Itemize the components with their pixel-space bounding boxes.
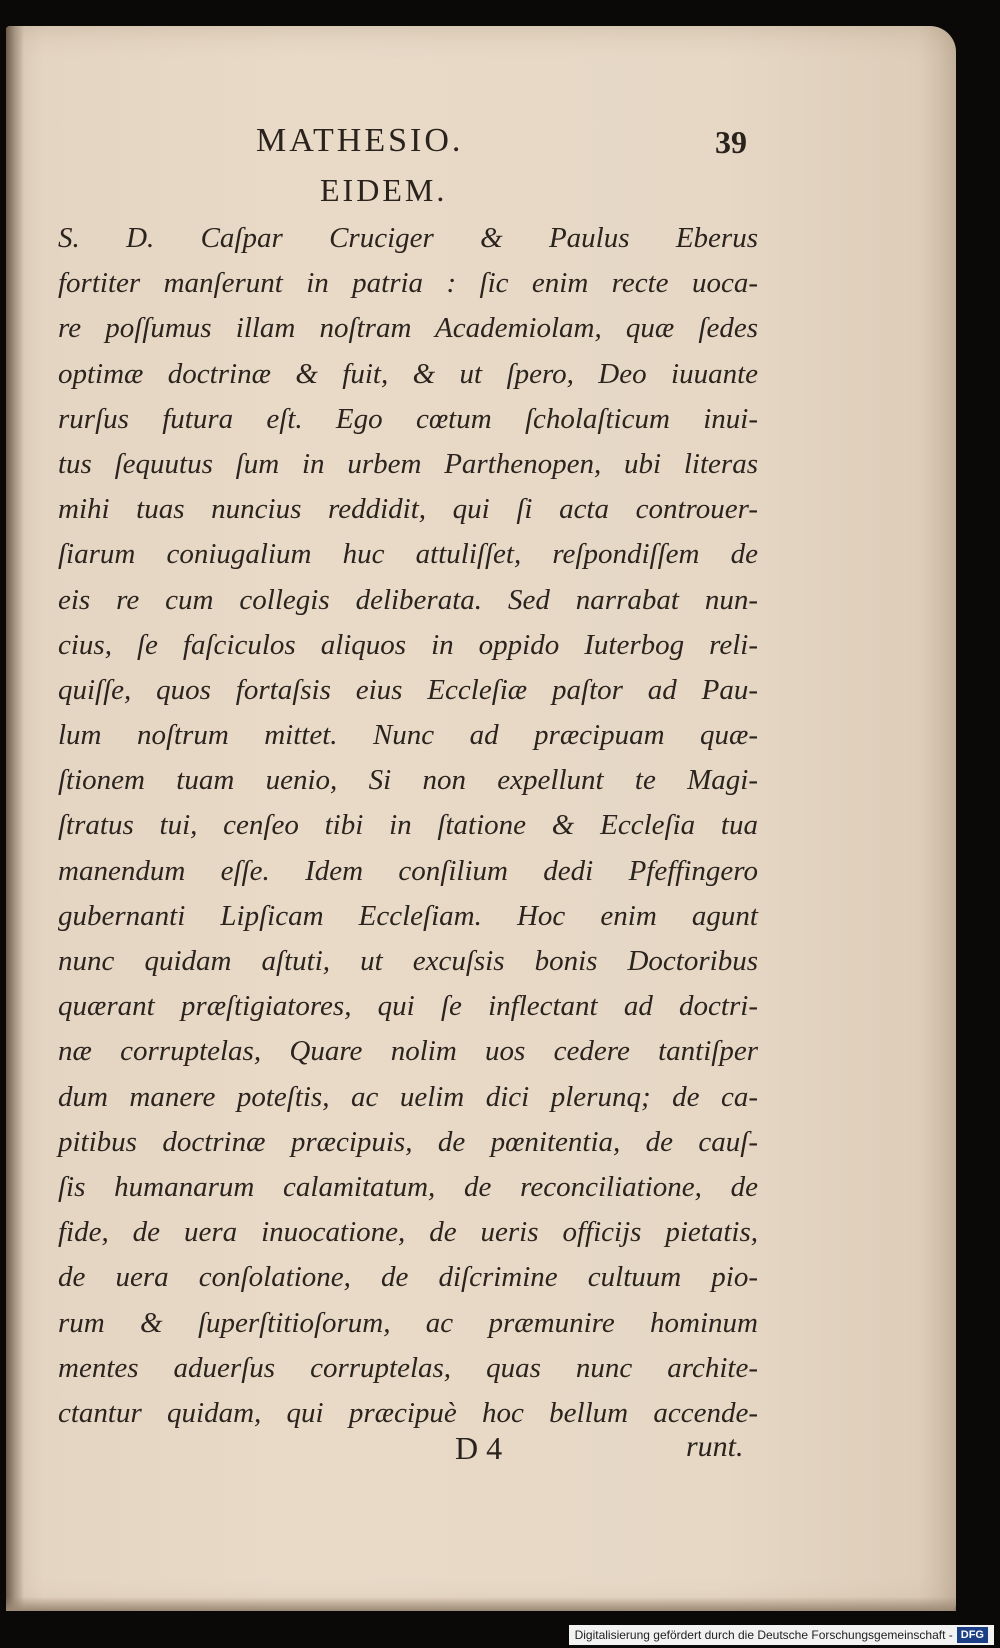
text-line: rum & ſuperſtitioſorum, ac præmunire hominum (58, 1306, 758, 1339)
digitization-credit (569, 1625, 994, 1645)
text-line: eis re cum collegis deliberata. Sed narrabat nun- (58, 583, 758, 616)
text-line: gubernanti Lipſicam Eccleſiam. Hoc enim agunt (58, 899, 758, 932)
text-line: de uera conſolatione, de diſcrimine cultuum pio- (58, 1261, 758, 1294)
text-line: quiſſe, quos fortaſsis eius Eccleſiæ paſtor ad Pau- (58, 673, 758, 706)
text-line: fortiter manſerunt in patria : ſic enim recte uoca- (58, 267, 758, 300)
text-line: rurſus futura eſt. Ego cœtum ſcholaſticum inui- (58, 402, 758, 435)
text-line: optimæ doctrinæ & fuit, & ut ſpero, Deo iuuante (58, 357, 758, 390)
body-text (58, 216, 758, 1436)
text-line: tus ſequutus ſum in urbem Parthenopen, ubi literas (58, 447, 758, 480)
text-line: ſtionem tuam uenio, Si non expellunt te Magi- (58, 764, 758, 797)
running-head: MATHESIO. (256, 122, 464, 159)
text-line: næ corruptelas, Quare nolim uos cedere tantiſper (58, 1035, 758, 1068)
text-line: dum manere poteſtis, ac uelim dici plerunq; de ca- (58, 1080, 758, 1113)
text-line: ſis humanarum calamitatum, de reconciliatione, de (58, 1170, 758, 1203)
text-line: S. D. Caſpar Cruciger & Paulus Eberus (58, 222, 758, 254)
dfg-logo: DFG (957, 1627, 988, 1643)
signature-mark: D 4 (455, 1430, 503, 1466)
text-line: re poſſumus illam noſtram Academiolam, quæ ſedes (58, 312, 758, 345)
text-line: mihi tuas nuncius reddidit, qui ſi acta controuer- (58, 493, 758, 526)
text-line: mentes aduerſus corruptelas, quas nunc archite- (58, 1351, 758, 1384)
text-line: ctantur quidam, qui præcipuè hoc bellum accende- (58, 1396, 758, 1429)
text-line: cius, ſe faſciculos aliquos in oppido Iuterbog reli- (58, 628, 758, 661)
letter-heading: EIDEM. (320, 172, 448, 208)
page-bottom-edge (6, 1597, 956, 1611)
text-line: pitibus doctrinæ præcipuis, de pœnitentia, de cauſ- (58, 1125, 758, 1158)
catchword: runt. (686, 1430, 744, 1463)
text-line: ſiarum coniugalium huc attuliſſet, reſpondiſſem de (58, 538, 758, 571)
text-line: ſtratus tui, cenſeo tibi in ſtatione & Eccleſia tua (58, 809, 758, 842)
text-line: lum noſtrum mittet. Nunc ad præcipuam quæ- (58, 719, 758, 752)
text-line: quærant præſtigiatores, qui ſe inflectant ad doctri- (58, 990, 758, 1023)
page-gutter-shadow (6, 26, 24, 1611)
text-line: manendum eſſe. Idem conſilium dedi Pfeffingero (58, 854, 758, 887)
text-line: fide, de uera inuocatione, de ueris officijs pietatis, (58, 1216, 758, 1249)
page-number: 39 (715, 124, 747, 160)
credit-text: Digitalisierung gefördert durch die Deutsche Forschungsgemeinschaft - (574, 1628, 953, 1642)
text-line: nunc quidam aſtuti, ut excuſsis bonis Doctoribus (58, 945, 758, 977)
